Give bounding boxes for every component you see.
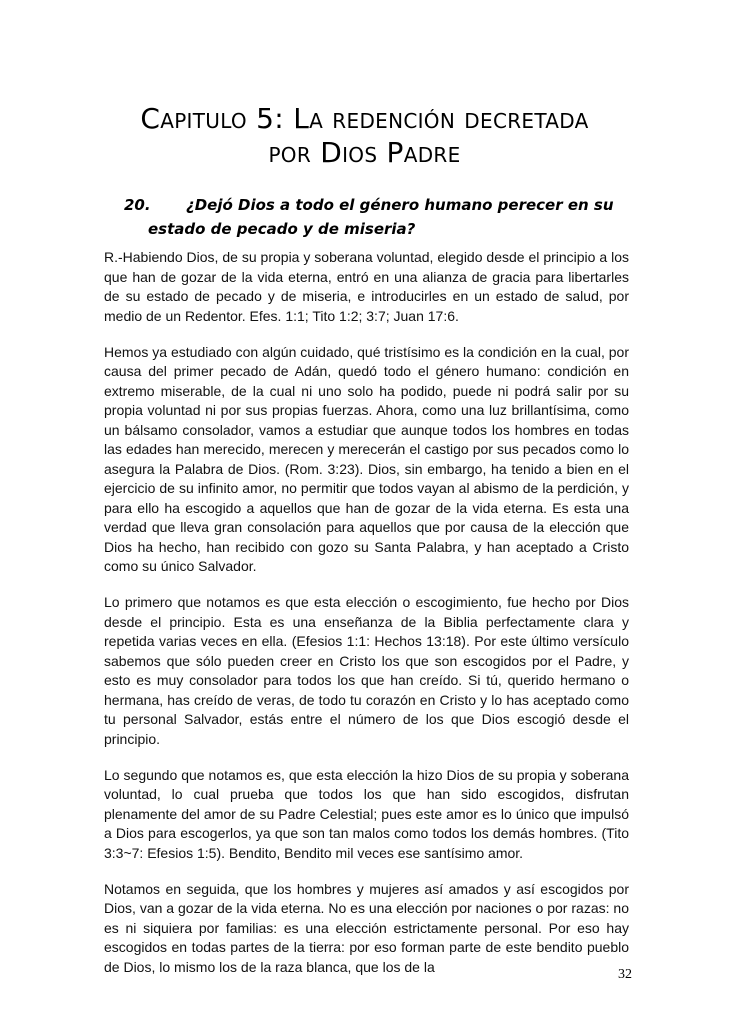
- chapter-title-line-1: Capitulo 5: La redención decretada: [140, 102, 589, 135]
- paragraph: Lo segundo que notamos es, que esta elección la hizo Dios de su propia y soberana voluntad, lo cual prueba que todos los que han sido escogidos, disfrutan plenamente del amor de su Padre Celestial; pues este amor es lo único que impulsó a Dios para escogerlos, ya que son tan malos como todos los demás hombres. (Tito 3:3~7: Efesios 1:5). Bendito, Bendito mil veces ese santísimo amor.: [104, 766, 629, 861]
- question-heading: [124, 193, 629, 241]
- paragraph-answer: R.-Habiendo Dios, de su propia y soberana voluntad, elegido desde el principio a los que han de gozar de la vida eterna, entró en una alianza de gracia para libertarles de su estado de pecado y de miseria, e introducirles en un estado de salud, por medio de un Redentor. Efes. 1:1; Tito 1:2; 3:7; Juan 17:6.: [104, 249, 629, 324]
- body-text: [104, 248, 629, 994]
- paragraph: Hemos ya estudiado con algún cuidado, qué tristísimo es la condición en la cual, por causa del primer pecado de Adán, quedó todo el género humano: condición en extremo miserable, de la cual ni uno solo ha podido, puede ni podrá salir por su propia voluntad ni por sus propias fuerzas. Ahora, como una luz brillantísima, como un bálsamo consolador, vamos a estudiar que aunque todos los hombres en todas las edades han merecido, merecen y merecerán el castigo por sus pecados como lo asegura la Palabra de Dios. (Rom. 3:23). Dios, sin embargo, ha tenido a bien en el ejercicio de su infinito amor, no permitir que todos vayan al abismo de la perdición, y para ello ha escogido a aquellos que han de gozar de la vida eterna. Es esta una verdad que lleva gran consolación para aquellos que por causa de la elección que Dios ha hecho, han recibido con gozo su Santa Palabra, y han aceptado a Cristo como su único Salvador.: [104, 343, 629, 574]
- paragraph: Notamos en seguida, que los hombres y mujeres así amados y así escogidos por Dios, van a gozar de la vida eterna. No es una elección por naciones o por razas: no es ni siquiera por familias: es una elección estrictamente personal. Por eso hay escogidos en todas partes de la tierra: por eso forman parte de este bendito pueblo de Dios, lo mismo los de la raza blanca, que los de la: [104, 880, 629, 975]
- paragraph: Lo primero que notamos es que esta elección o escogimiento, fue hecho por Dios desde el principio. Esta es una enseñanza de la Biblia perfectamente clara y repetida varias veces en ella. (Efesios 1:1: Hechos 13:18). Por este último versículo sabemos que sólo pueden creer en Cristo los que son escogidos por el Padre, y esto es muy consolador para todos los que han creído. Si tú, querido hermano o hermana, has creído de veras, de todo tu corazón en Cristo y lo has aceptado como tu personal Salvador, estás entre el número de los que Dios escogió desde el principio.: [104, 594, 629, 747]
- question-text-line-1: ¿Dejó Dios a todo el género humano perecer en su: [186, 196, 614, 214]
- chapter-title-line-2: por Dios Padre: [268, 136, 461, 169]
- question-number: 20.: [124, 196, 151, 214]
- page-number: 32: [618, 967, 632, 982]
- chapter-title: [0, 102, 729, 170]
- question-text-line-2: estado de pecado y de miseria?: [148, 220, 416, 238]
